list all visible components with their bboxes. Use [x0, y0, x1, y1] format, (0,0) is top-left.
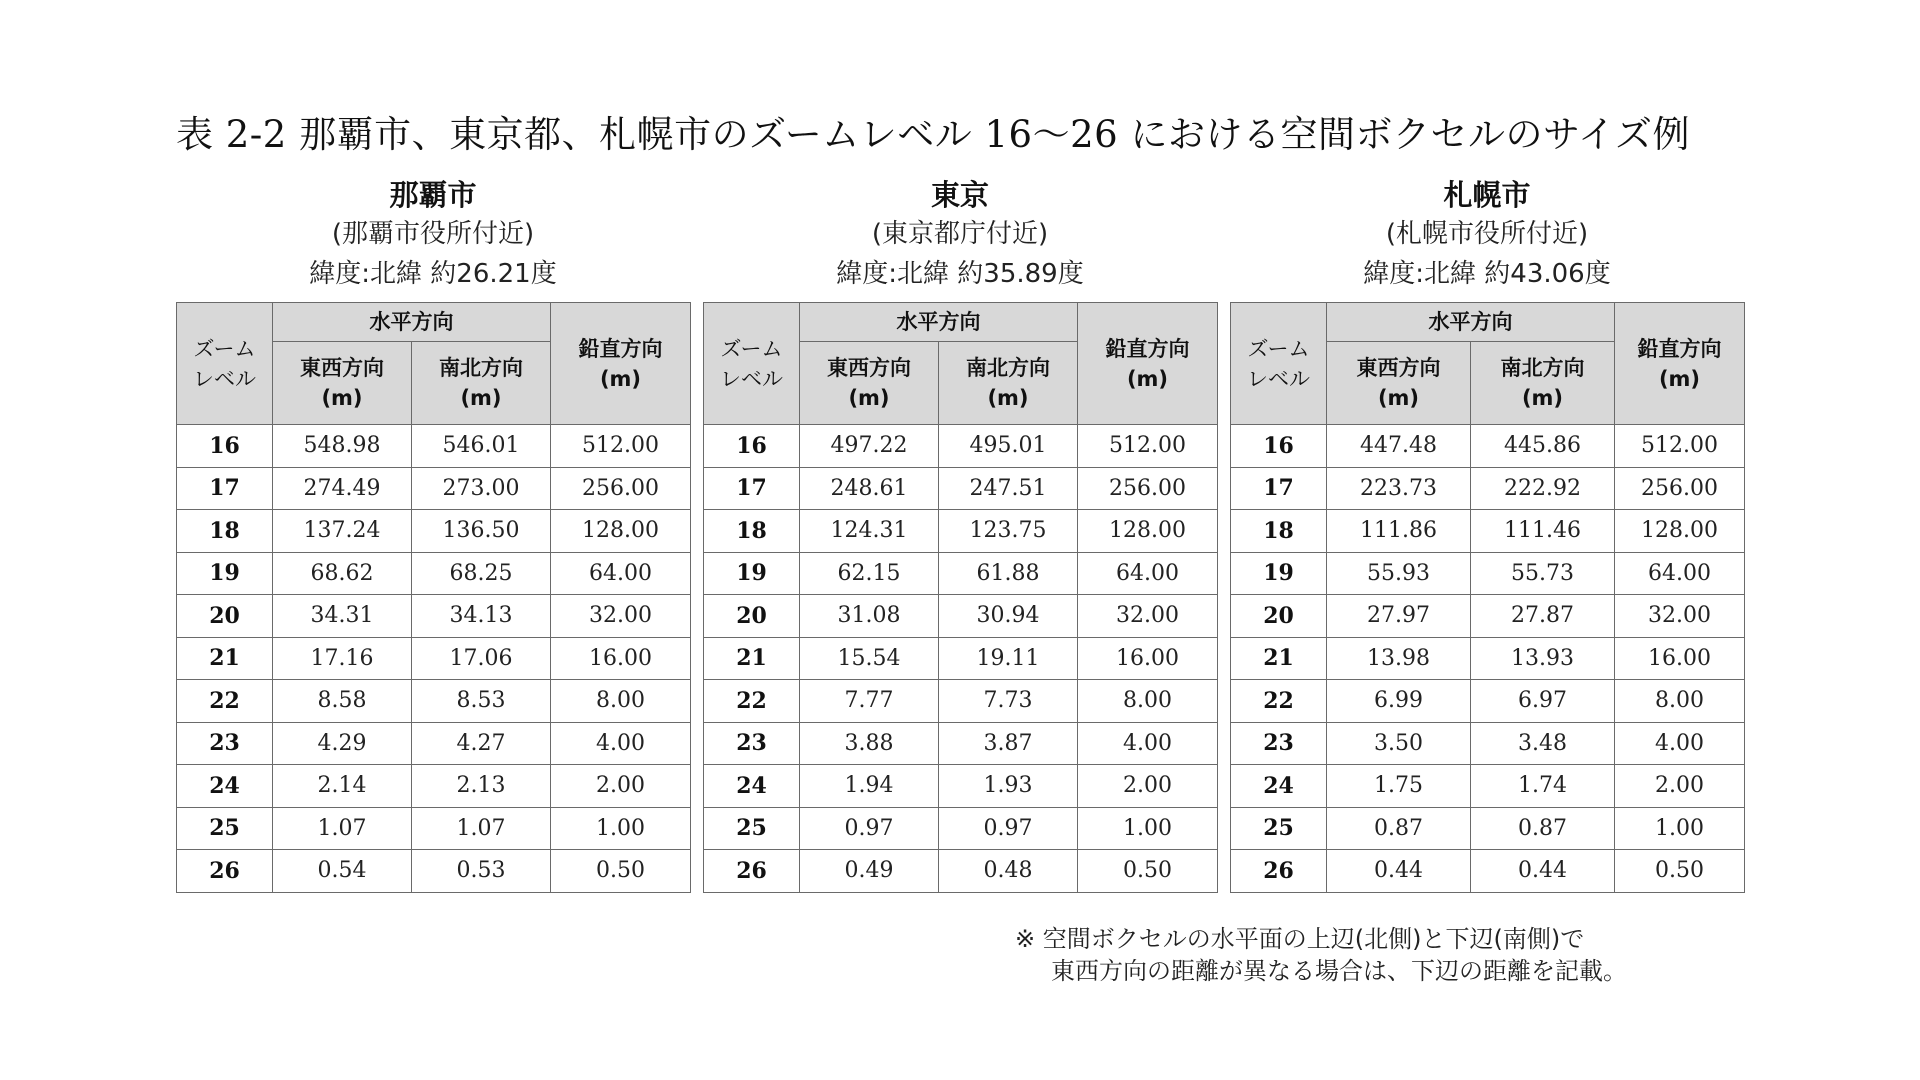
vertical-cell: 8.00	[1078, 680, 1218, 723]
north-south-cell: 61.88	[939, 552, 1078, 595]
east-west-cell: 3.88	[800, 722, 939, 765]
table-row	[1231, 552, 1745, 595]
east-west-header: 東西方向 (m)	[800, 342, 939, 425]
east-west-cell: 2.14	[273, 765, 412, 808]
north-south-cell: 1.74	[1471, 765, 1615, 808]
zoom-level-cell: 16	[1231, 425, 1327, 468]
vertical-cell: 512.00	[1078, 425, 1218, 468]
vertical-cell: 512.00	[1615, 425, 1745, 468]
table-row	[704, 552, 1218, 595]
vertical-cell: 4.00	[1078, 722, 1218, 765]
zoom-level-cell: 23	[177, 722, 273, 765]
voxel-size-table	[1230, 302, 1745, 893]
zoom-level-cell: 22	[1231, 680, 1327, 723]
vertical-cell: 128.00	[1615, 510, 1745, 553]
north-south-cell: 495.01	[939, 425, 1078, 468]
table-row	[704, 680, 1218, 723]
east-west-cell: 223.73	[1327, 467, 1471, 510]
east-west-cell: 34.31	[273, 595, 412, 638]
north-south-cell: 68.25	[412, 552, 551, 595]
footnote-line-1: ※ 空間ボクセルの水平面の上辺(北側)と下辺(南側)で	[1015, 925, 1585, 953]
zoom-level-cell: 17	[177, 467, 273, 510]
footnote-line-2: 東西方向の距離が異なる場合は、下辺の距離を記載。	[1051, 957, 1627, 985]
vertical-cell: 256.00	[1615, 467, 1745, 510]
zoom-level-cell: 22	[177, 680, 273, 723]
north-south-cell: 13.93	[1471, 637, 1615, 680]
north-south-cell: 17.06	[412, 637, 551, 680]
east-west-cell: 137.24	[273, 510, 412, 553]
zoom-level-cell: 16	[177, 425, 273, 468]
city-latitude: 緯度:北緯 約35.89度	[836, 259, 1084, 289]
north-south-cell: 0.97	[939, 807, 1078, 850]
east-west-cell: 13.98	[1327, 637, 1471, 680]
east-west-cell: 124.31	[800, 510, 939, 553]
vertical-cell: 2.00	[1615, 765, 1745, 808]
north-south-cell: 546.01	[412, 425, 551, 468]
table-row	[704, 425, 1218, 468]
north-south-cell: 1.07	[412, 807, 551, 850]
table-row	[1231, 637, 1745, 680]
table-row	[1231, 595, 1745, 638]
east-west-cell: 27.97	[1327, 595, 1471, 638]
table-row	[177, 425, 691, 468]
vertical-cell: 2.00	[551, 765, 691, 808]
east-west-cell: 8.58	[273, 680, 412, 723]
table-row	[177, 850, 691, 893]
north-south-cell: 136.50	[412, 510, 551, 553]
vertical-cell: 64.00	[1078, 552, 1218, 595]
east-west-header: 東西方向 (m)	[1327, 342, 1471, 425]
table-row	[704, 510, 1218, 553]
zoom-level-header: ズーム レベル	[1231, 303, 1327, 425]
table-row	[704, 722, 1218, 765]
north-south-cell: 0.48	[939, 850, 1078, 893]
zoom-level-cell: 26	[704, 850, 800, 893]
east-west-cell: 17.16	[273, 637, 412, 680]
zoom-level-cell: 24	[177, 765, 273, 808]
vertical-cell: 1.00	[551, 807, 691, 850]
east-west-cell: 4.29	[273, 722, 412, 765]
zoom-level-cell: 19	[177, 552, 273, 595]
zoom-level-cell: 17	[1231, 467, 1327, 510]
east-west-cell: 31.08	[800, 595, 939, 638]
east-west-cell: 497.22	[800, 425, 939, 468]
table-row	[1231, 850, 1745, 893]
footnote	[1015, 923, 1627, 987]
north-south-cell: 222.92	[1471, 467, 1615, 510]
table-row	[704, 467, 1218, 510]
table-row	[1231, 722, 1745, 765]
zoom-level-cell: 18	[177, 510, 273, 553]
north-south-header: 南北方向 (m)	[412, 342, 551, 425]
horizontal-header: 水平方向	[1327, 303, 1615, 342]
north-south-header: 南北方向 (m)	[1471, 342, 1615, 425]
table-row	[704, 595, 1218, 638]
city-header	[1230, 176, 1744, 294]
vertical-cell: 256.00	[1078, 467, 1218, 510]
east-west-cell: 62.15	[800, 552, 939, 595]
zoom-level-cell: 20	[1231, 595, 1327, 638]
city-location: (那覇市役所付近)	[331, 219, 535, 249]
east-west-cell: 0.87	[1327, 807, 1471, 850]
east-west-cell: 3.50	[1327, 722, 1471, 765]
table-row	[1231, 467, 1745, 510]
zoom-level-cell: 18	[1231, 510, 1327, 553]
north-south-cell: 8.53	[412, 680, 551, 723]
east-west-cell: 1.75	[1327, 765, 1471, 808]
table-row	[177, 637, 691, 680]
table-row	[1231, 807, 1745, 850]
table-row	[177, 807, 691, 850]
north-south-cell: 19.11	[939, 637, 1078, 680]
city-header	[176, 176, 690, 294]
city-latitude: 緯度:北緯 約26.21度	[309, 259, 557, 289]
table-row	[177, 765, 691, 808]
east-west-header: 東西方向 (m)	[273, 342, 412, 425]
city-block-tokyo	[703, 176, 1217, 884]
voxel-size-table	[703, 302, 1218, 893]
zoom-level-cell: 25	[177, 807, 273, 850]
vertical-cell: 64.00	[551, 552, 691, 595]
table-body	[704, 425, 1218, 893]
zoom-level-cell: 19	[1231, 552, 1327, 595]
vertical-cell: 16.00	[551, 637, 691, 680]
north-south-cell: 1.93	[939, 765, 1078, 808]
east-west-cell: 0.49	[800, 850, 939, 893]
zoom-level-cell: 25	[1231, 807, 1327, 850]
table-row	[1231, 510, 1745, 553]
vertical-cell: 2.00	[1078, 765, 1218, 808]
north-south-cell: 55.73	[1471, 552, 1615, 595]
vertical-cell: 32.00	[551, 595, 691, 638]
table-row	[704, 765, 1218, 808]
table-row	[1231, 680, 1745, 723]
table-row	[177, 467, 691, 510]
table-body	[177, 425, 691, 893]
vertical-cell: 1.00	[1615, 807, 1745, 850]
horizontal-header: 水平方向	[800, 303, 1078, 342]
city-location: (札幌市役所付近)	[1385, 219, 1589, 249]
vertical-cell: 64.00	[1615, 552, 1745, 595]
vertical-cell: 32.00	[1078, 595, 1218, 638]
zoom-level-cell: 20	[704, 595, 800, 638]
north-south-cell: 27.87	[1471, 595, 1615, 638]
north-south-cell: 445.86	[1471, 425, 1615, 468]
zoom-level-cell: 24	[1231, 765, 1327, 808]
east-west-cell: 55.93	[1327, 552, 1471, 595]
zoom-level-cell: 25	[704, 807, 800, 850]
north-south-cell: 0.53	[412, 850, 551, 893]
zoom-level-cell: 26	[1231, 850, 1327, 893]
north-south-cell: 247.51	[939, 467, 1078, 510]
table-row	[704, 850, 1218, 893]
vertical-cell: 128.00	[551, 510, 691, 553]
vertical-header: 鉛直方向 (m)	[1078, 303, 1218, 425]
east-west-cell: 548.98	[273, 425, 412, 468]
city-name: 札幌市	[1443, 178, 1531, 212]
zoom-level-cell: 26	[177, 850, 273, 893]
vertical-cell: 4.00	[1615, 722, 1745, 765]
east-west-cell: 68.62	[273, 552, 412, 595]
city-block-sapporo	[1230, 176, 1744, 884]
east-west-cell: 111.86	[1327, 510, 1471, 553]
vertical-cell: 0.50	[1078, 850, 1218, 893]
north-south-cell: 3.48	[1471, 722, 1615, 765]
vertical-cell: 0.50	[1615, 850, 1745, 893]
north-south-cell: 7.73	[939, 680, 1078, 723]
north-south-cell: 2.13	[412, 765, 551, 808]
north-south-cell: 34.13	[412, 595, 551, 638]
north-south-cell: 111.46	[1471, 510, 1615, 553]
east-west-cell: 15.54	[800, 637, 939, 680]
zoom-level-cell: 23	[1231, 722, 1327, 765]
vertical-cell: 128.00	[1078, 510, 1218, 553]
city-name: 東京	[930, 178, 989, 212]
table-row	[177, 722, 691, 765]
vertical-header: 鉛直方向 (m)	[1615, 303, 1745, 425]
east-west-cell: 1.07	[273, 807, 412, 850]
page-title: 表 2-2 那覇市、東京都、札幌市のズームレベル 16〜26 における空間ボクセルのサイズ例	[176, 113, 1690, 156]
vertical-cell: 8.00	[1615, 680, 1745, 723]
vertical-cell: 32.00	[1615, 595, 1745, 638]
east-west-cell: 447.48	[1327, 425, 1471, 468]
table-row	[1231, 425, 1745, 468]
zoom-level-cell: 23	[704, 722, 800, 765]
east-west-cell: 6.99	[1327, 680, 1471, 723]
zoom-level-cell: 21	[704, 637, 800, 680]
north-south-cell: 6.97	[1471, 680, 1615, 723]
zoom-level-cell: 19	[704, 552, 800, 595]
city-name: 那覇市	[389, 178, 477, 212]
zoom-level-cell: 18	[704, 510, 800, 553]
table-row	[704, 637, 1218, 680]
table-row	[704, 807, 1218, 850]
north-south-cell: 0.87	[1471, 807, 1615, 850]
table-body	[1231, 425, 1745, 893]
zoom-level-header: ズーム レベル	[704, 303, 800, 425]
vertical-cell: 4.00	[551, 722, 691, 765]
east-west-cell: 0.54	[273, 850, 412, 893]
city-header	[703, 176, 1217, 294]
vertical-cell: 256.00	[551, 467, 691, 510]
north-south-cell: 0.44	[1471, 850, 1615, 893]
vertical-header: 鉛直方向 (m)	[551, 303, 691, 425]
zoom-level-cell: 20	[177, 595, 273, 638]
north-south-cell: 3.87	[939, 722, 1078, 765]
city-block-naha	[176, 176, 690, 884]
zoom-level-cell: 21	[1231, 637, 1327, 680]
table-row	[177, 510, 691, 553]
zoom-level-header: ズーム レベル	[177, 303, 273, 425]
north-south-cell: 123.75	[939, 510, 1078, 553]
east-west-cell: 1.94	[800, 765, 939, 808]
zoom-level-cell: 21	[177, 637, 273, 680]
table-row	[177, 552, 691, 595]
vertical-cell: 8.00	[551, 680, 691, 723]
vertical-cell: 16.00	[1078, 637, 1218, 680]
zoom-level-cell: 16	[704, 425, 800, 468]
vertical-cell: 512.00	[551, 425, 691, 468]
zoom-level-cell: 22	[704, 680, 800, 723]
east-west-cell: 0.44	[1327, 850, 1471, 893]
east-west-cell: 274.49	[273, 467, 412, 510]
north-south-cell: 4.27	[412, 722, 551, 765]
vertical-cell: 0.50	[551, 850, 691, 893]
city-location: (東京都庁付近)	[871, 219, 1049, 249]
zoom-level-cell: 17	[704, 467, 800, 510]
zoom-level-cell: 24	[704, 765, 800, 808]
table-row	[177, 680, 691, 723]
north-south-cell: 273.00	[412, 467, 551, 510]
east-west-cell: 7.77	[800, 680, 939, 723]
city-latitude: 緯度:北緯 約43.06度	[1363, 259, 1611, 289]
table-row	[1231, 765, 1745, 808]
east-west-cell: 248.61	[800, 467, 939, 510]
north-south-cell: 30.94	[939, 595, 1078, 638]
table-row	[177, 595, 691, 638]
north-south-header: 南北方向 (m)	[939, 342, 1078, 425]
east-west-cell: 0.97	[800, 807, 939, 850]
vertical-cell: 1.00	[1078, 807, 1218, 850]
horizontal-header: 水平方向	[273, 303, 551, 342]
vertical-cell: 16.00	[1615, 637, 1745, 680]
voxel-size-table	[176, 302, 691, 893]
